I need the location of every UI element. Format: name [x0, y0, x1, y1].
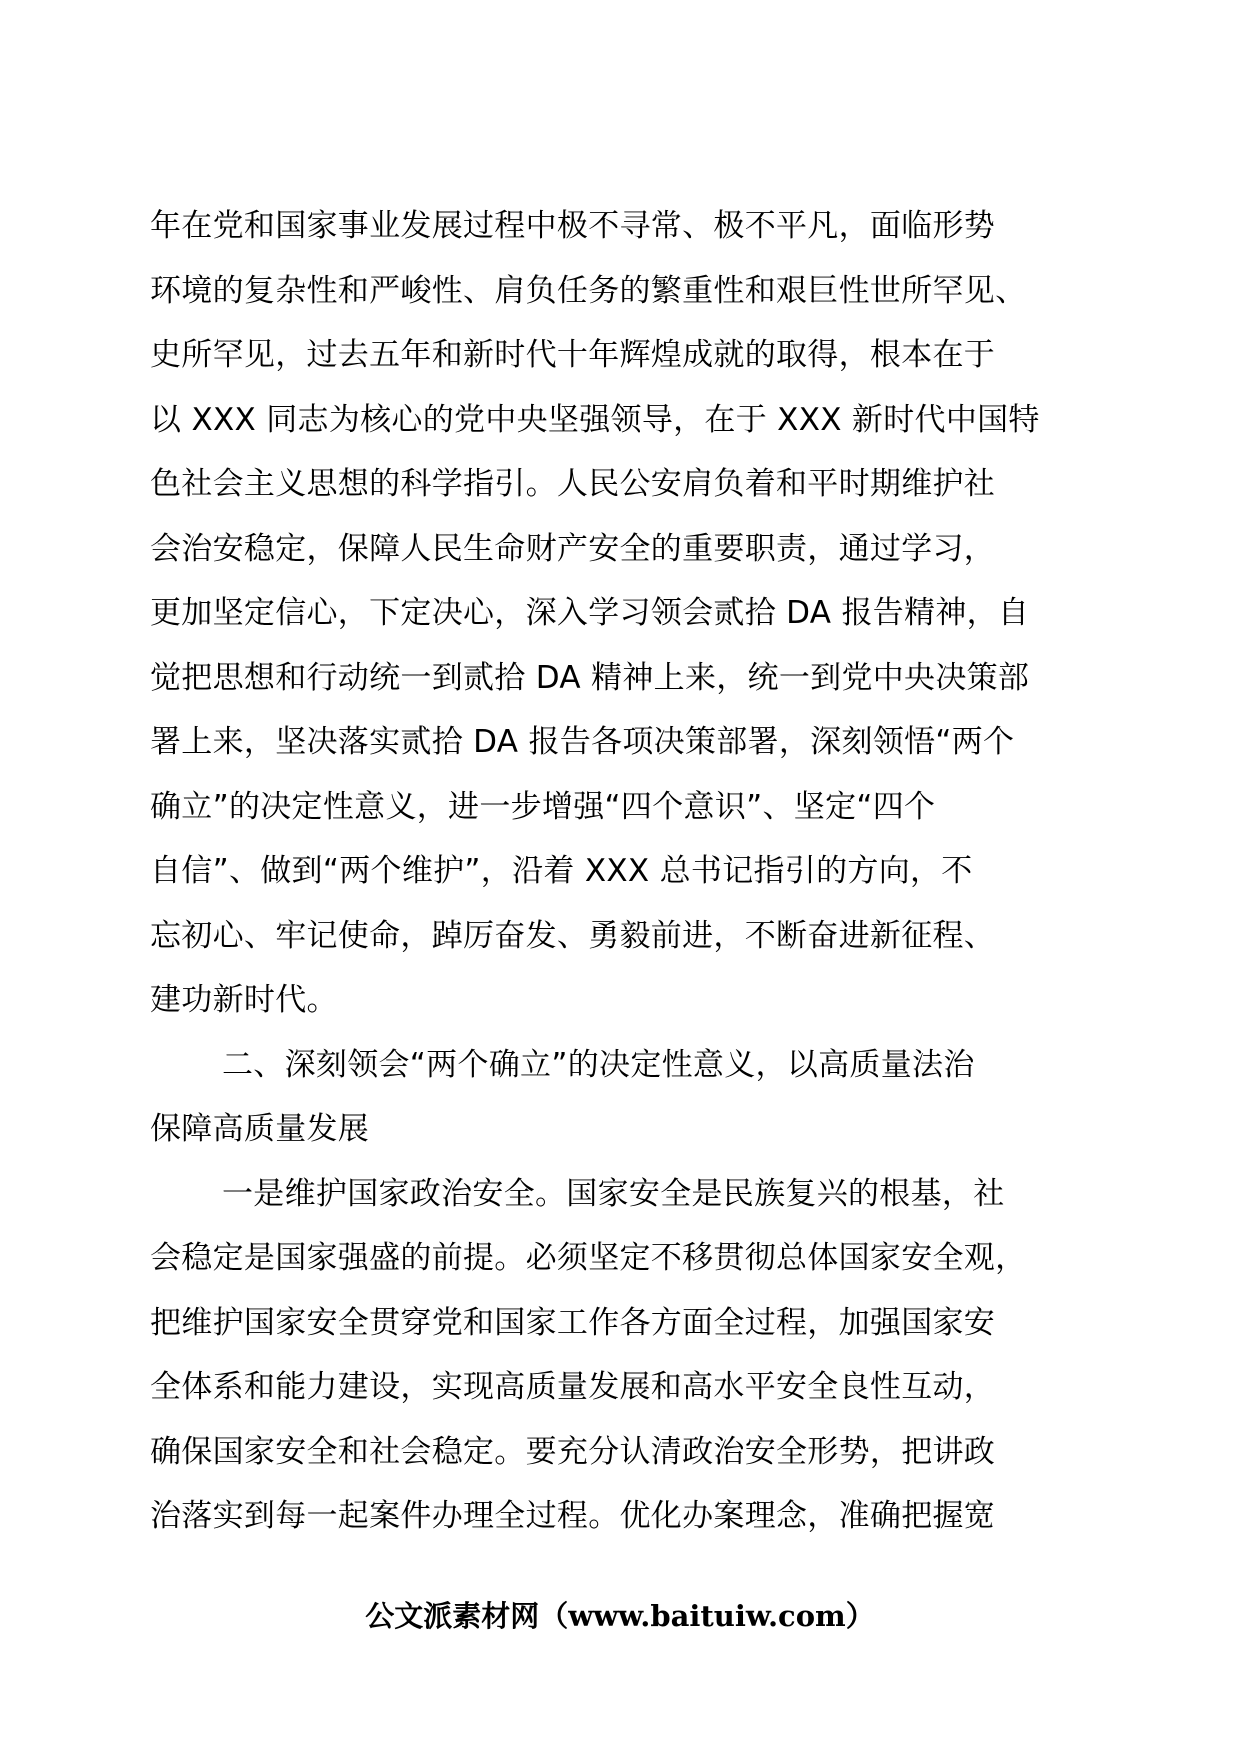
text-line: 年在党和国家事业发展过程中极不寻常、极不平凡，面临形势 [150, 208, 996, 244]
text-line: 忘初心、牢记使命，踔厉奋发、勇毅前进，不断奋进新征程、 [150, 917, 996, 954]
text-line: 更加坚定信心，下定决心，深入学习领会贰拾 DA 报告精神，自 [150, 595, 1030, 631]
text-line: 治落实到每一起案件办理全过程。优化办案理念，准确把握宽 [150, 1498, 996, 1534]
text-line: 会稳定是国家强盛的前提。必须坚定不移贯彻总体国家安全观， [150, 1240, 1027, 1276]
text-line: 建功新时代。 [150, 982, 338, 1018]
document-body [150, 194, 1090, 1549]
paragraph-start-line: 一是维护国家政治安全。国家安全是民族复兴的根基，社 [222, 1175, 1005, 1212]
text-line: 色社会主义思想的科学指引。人民公安肩负着和平时期维护社 [150, 466, 996, 502]
text-line: 确立”的决定性意义，进一步增强“四个意识”、坚定“四个 [150, 788, 936, 825]
text-line: 确保国家安全和社会稳定。要充分认清政治安全形势，把讲政 [150, 1433, 996, 1470]
footer-watermark: 公文派素材网（www.baituiw.com） [365, 1599, 875, 1633]
text-line: 署上来，坚决落实贰拾 DA 报告各项决策部署，深刻领悟“两个 [150, 724, 1015, 760]
text-line: 全体系和能力建设，实现高质量发展和高水平安全良性互动， [150, 1369, 996, 1405]
text-line: 环境的复杂性和严峻性、肩负任务的繁重性和艰巨性世所罕见、 [150, 272, 1027, 309]
text-line: 自信”、做到“两个维护”，沿着 XXX 总书记指引的方向，不 [150, 853, 973, 889]
section-heading: 二、深刻领会“两个确立”的决定性意义，以高质量法治 [222, 1046, 975, 1083]
section-heading-continued: 保障高质量发展 [150, 1111, 370, 1147]
text-line: 觉把思想和行动统一到贰拾 DA 精神上来，统一到党中央决策部 [150, 659, 1030, 696]
text-line: 把维护国家安全贯穿党和国家工作各方面全过程，加强国家安 [150, 1304, 996, 1341]
text-line: 以 XXX 同志为核心的党中央坚强领导，在于 XXX 新时代中国特 [150, 401, 1040, 438]
text-line: 会治安稳定，保障人民生命财产安全的重要职责，通过学习， [150, 530, 996, 567]
text-line: 史所罕见，过去五年和新时代十年辉煌成就的取得，根本在于 [150, 337, 996, 373]
